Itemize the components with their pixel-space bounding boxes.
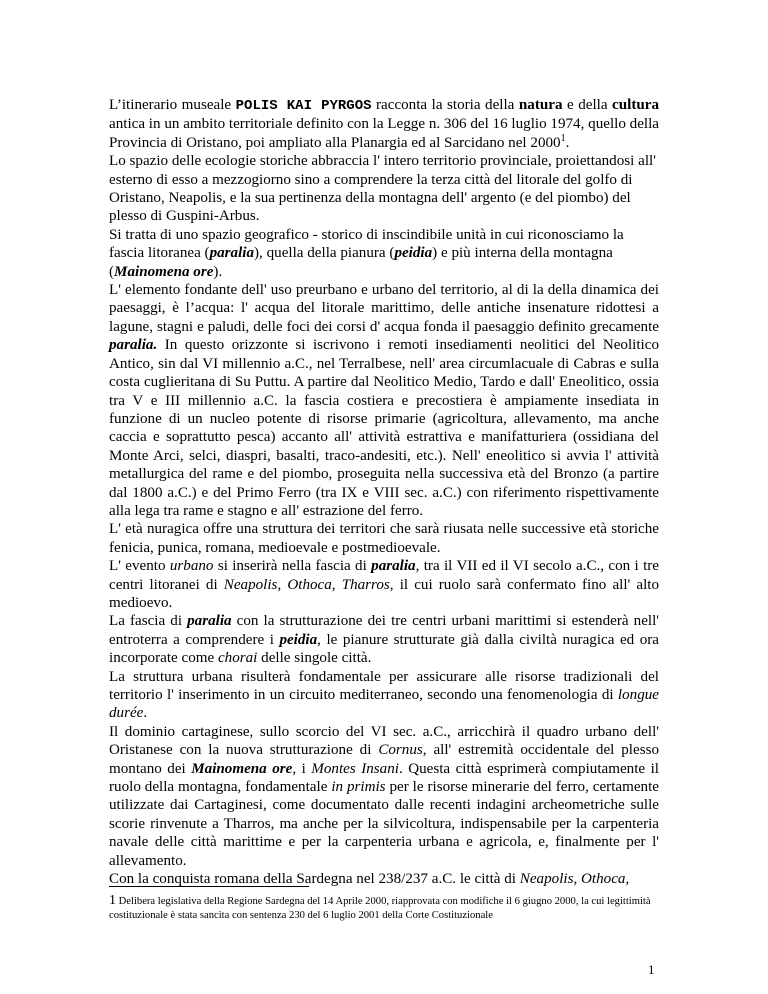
paragraph	[109, 520, 659, 557]
text-run: in primis	[331, 779, 386, 796]
text-run: Neapolis	[519, 871, 574, 888]
text-run: POLIS KAI PYRGOS	[235, 98, 372, 114]
text-run: urbano	[169, 558, 214, 575]
text-run: L' elemento fondante dell' uso preurbano e urbano del territorio, al di la della dinamica dei paesaggi, è l’acqua: l' acqua del litorale marittimo, delle antiche insenature ridottesi a lagune, stagni e paludi, delle foci dei corsi d' acqua fonda il paesaggio definito grecamente	[109, 282, 659, 335]
text-run: Othoca	[581, 871, 626, 888]
text-run: In questo orizzonte si iscrivono i remoti insediamenti neolitici del Neolitico Antico, sin dal VI millennio a.C., nel Terralbese, nell' area circumlacuale di Cabras e sulla costa cuglieritana di Su Puttu. A partire dal Neolitico Medio, Tardo e dall' Eneolitico, ossia tra V e III millennio a.C. la fascia costiera e precostiera è ampiamente insediata in funzione di un nucleo potente di risorse primarie (agricoltura, allevamento, ma anche caccia e soprattutto pesca) accanto all' attività estrattiva e manifatturiera (ossidiana del Monte Arci, selci, diaspri, basalti, traco-andesiti, etc.). Nell' eneolitico si avvia l' attività metallurgica del rame e del piombo, proseguita nella successiva età del Bronzo (a partire dal 1800 a.C.) e del Primo Ferro (tra IX e VIII sec. a.C.) con riferimento rispettivamente alla lega tra rame e stagno e all' estrazione del ferro.	[109, 337, 659, 519]
text-run: ,	[625, 871, 630, 888]
text-run: , tra il VII ed il VI secolo a.C., con i tre centri litoranei di	[109, 558, 660, 593]
text-run: L' evento	[109, 558, 170, 575]
text-run: ).	[213, 263, 223, 280]
text-run: paralia	[371, 558, 416, 575]
text-run: . Questa città esprimerà compiutamente il ruolo della montagna, fondamentale	[109, 760, 659, 796]
text-run: , i	[292, 760, 312, 777]
footnote-text: Delibera legislativa della Regione Sardegna del 14 Aprile 2000, riapprovata con modifiche il 6 giugno 2000, la cui legittimità costituzionale è stata sancita con sentenza 230 del 6 luglio 2001 della Corte Costituzionale	[109, 896, 651, 921]
footnote	[109, 894, 669, 923]
text-run: Il dominio cartaginese, sullo scorcio del VI sec. a.C., arricchirà il quadro urbano dell' Oristanese con la nuova strutturazione di	[109, 723, 659, 759]
text-run: paralia	[209, 245, 255, 262]
text-run: Neapolis	[223, 576, 278, 593]
text-run: , il cui ruolo sarà confermato fino all' alto medioevo.	[109, 576, 660, 611]
text-run: paralia.	[109, 337, 158, 354]
text-run: Con la conquista romana della Sardegna nel 238/237 a.C. le città di	[109, 871, 520, 888]
text-run: La fascia di	[109, 613, 188, 630]
text-run: peidia	[279, 631, 318, 648]
text-run: Montes Insani	[311, 760, 399, 777]
footnote-separator	[109, 886, 309, 887]
text-run: delle singole città.	[257, 650, 372, 667]
text-run: ,	[277, 576, 288, 593]
text-run: Mainomena ore	[114, 263, 214, 280]
footnote-ref: 1	[560, 132, 566, 144]
text-run: chorai	[217, 650, 258, 667]
text-run: Lo spazio delle ecologie storiche abbraccia l' intero territorio provinciale, proiettandosi all' esterno di esso a mezzogiorno sino a comprendere la terza città del litorale del golfo di Oristano, Neapolis, e la sua pertinenza della montagna dell' argento (e del piombo) del plesso di Guspini-Arbus.	[109, 153, 656, 225]
text-run: ,	[573, 871, 581, 888]
text-run: si inserirà nella fascia di	[213, 558, 372, 575]
paragraph	[109, 152, 659, 226]
text-run: antica in un ambito territoriale definito con la Legge n. 306 del 16 luglio 1974, quello della Provincia di Oristano, poi ampliato alla Planargia ed al Sarcidano nel 2000	[109, 116, 659, 151]
text-run: e della	[562, 97, 613, 113]
text-run: La struttura urbana risulterà fondamentale per assicurare alle risorse tradizionali del territorio l' inserimento in un circuito mediterraneo, secondo una fenomenologia di	[109, 668, 659, 703]
text-run: , all' estremità occidentale del plesso montano dei	[109, 742, 659, 777]
paragraph	[109, 723, 659, 870]
paragraph	[109, 557, 659, 612]
paragraph	[109, 281, 659, 520]
text-run: L’itinerario museale	[109, 97, 236, 113]
text-run: con la strutturazione dei tre centri urbani marittimi si estenderà nell' entroterra a comprendere i	[109, 613, 659, 648]
text-run: ) e più interna della montagna (	[109, 245, 613, 280]
text-run: racconta la storia della	[371, 97, 519, 113]
paragraph	[109, 96, 659, 152]
text-run: ,	[331, 576, 342, 593]
text-run: ), quella della pianura (	[254, 245, 395, 262]
text-run: Mainomena ore	[191, 760, 293, 777]
text-run: Tharros	[341, 576, 390, 593]
text-run: L' età nuragica offre una struttura dei territori che sarà riusata nelle successive età storiche fenicia, punica, romana, medioevale e postmedioevale.	[109, 521, 659, 556]
text-run: .	[565, 134, 570, 151]
text-run: cultura	[612, 97, 659, 113]
text-run: peidia	[394, 245, 433, 262]
paragraph	[109, 668, 659, 723]
text-run: longue durée	[109, 687, 659, 722]
body-text	[109, 96, 659, 888]
footnote-number: 1	[109, 893, 116, 908]
text-run: Si tratta di uno spazio geografico - storico di inscindibile unità in cui riconosciamo la fascia litoranea (	[109, 226, 624, 262]
paragraph	[109, 226, 659, 281]
text-run: Othoca	[287, 576, 332, 593]
text-run: .	[143, 705, 148, 722]
text-run: per le risorse minerarie del ferro, certamente utilizzate dai Cartaginesi, come documentato dalle recenti indagini archeometriche sulle scorie rinvenute a Tharros, ma anche per la silvicoltura, indispensabile per la carpenteria navale delle città marittime e per la carpenteria urbana e agricola, e, finalmente per l' allevamento.	[109, 779, 659, 869]
page-number: 1	[648, 962, 655, 977]
text-run: Cornus	[378, 742, 423, 759]
text-run: natura	[518, 97, 563, 113]
text-run: paralia	[187, 613, 232, 630]
paragraph	[109, 612, 659, 667]
text-run: , le pianure strutturate già dalla civiltà nuragica ed ora incorporate come	[109, 631, 659, 667]
